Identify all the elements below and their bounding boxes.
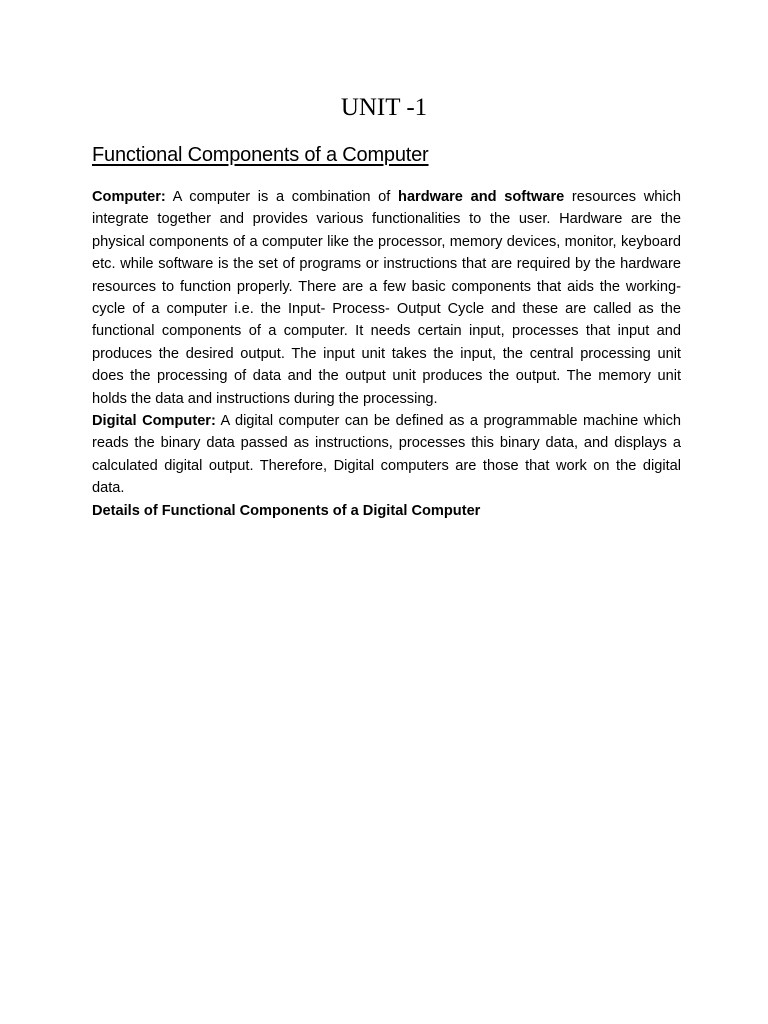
section-heading: Functional Components of a Computer <box>92 144 429 166</box>
computer-text-part-2: resources which integrate together and provides various functionalities to the user. Hardware are the physical components of a computer like the processor, memory devices, monitor, keyboard etc. while software is the set of programs or instructions that are required by the hardware resources to function properly. There are a few basic components that aids the working-cycle of a computer i.e. the Input- Process- Output Cycle and these are called as the functional components of a computer. It needs certain input, processes that input and produces the desired output. The input unit takes the input, the central processing unit does the processing of data and the output unit produces the output. The memory unit holds the data and instructions during the processing. <box>92 189 681 407</box>
digital-computer-paragraph <box>92 410 681 500</box>
computer-text-part-1: A computer is a combination of <box>165 189 399 205</box>
computer-definition-paragraph <box>92 186 681 410</box>
details-subheading: Details of Functional Components of a Digital Computer <box>92 502 481 519</box>
unit-title: UNIT -1 <box>340 94 428 121</box>
computer-term: Computer: <box>92 189 166 205</box>
body-text <box>92 186 681 522</box>
hardware-software-emphasis: hardware and software <box>398 189 565 205</box>
digital-computer-term: Digital Computer: <box>92 413 216 430</box>
digital-computer-text: A digital computer can be defined as a programmable machine which reads the binary data passed as instructions, processes this binary data, and displays a calculated digital output. Therefore, Digital computers are those that work on the digital data. <box>92 413 681 497</box>
